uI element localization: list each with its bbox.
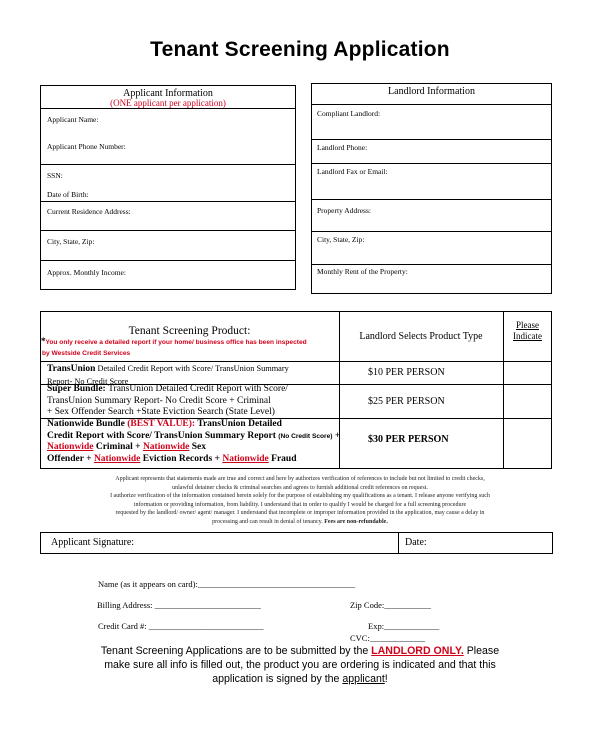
divider	[311, 199, 552, 200]
product-row-nationwide-bundle[interactable]	[47, 419, 340, 465]
monthly-income-field[interactable]: Approx. Monthly Income:	[47, 268, 126, 277]
applicant-info-subheader: (ONE applicant per application)	[110, 98, 226, 108]
product-desc: Credit Report with Score/ TransUnion Summary Report	[47, 430, 279, 441]
billing-address-field[interactable]: Billing Address: _________________________	[97, 600, 261, 610]
product-desc: Offender +	[47, 453, 94, 464]
landlord-only-emphasis: LANDLORD ONLY.	[371, 645, 464, 657]
property-city-field[interactable]: City, State, Zip:	[317, 235, 365, 244]
divider	[40, 260, 296, 261]
property-address-field[interactable]: Property Address:	[317, 206, 371, 215]
divider	[311, 264, 552, 265]
footer-text: Please	[463, 645, 500, 657]
product-desc: (No Credit Score)	[278, 432, 333, 440]
disclaimer-line: information or providing information, from liability. I understand that in order to qualify I would be charged for a full screening procedure	[133, 501, 467, 508]
product-desc: +	[332, 430, 341, 441]
dob-field[interactable]: Date of Birth:	[47, 190, 89, 199]
divider	[40, 108, 296, 109]
product-desc: Eviction Records +	[140, 453, 223, 464]
disclaimer-line: processing and can result in denial of tenancy.	[212, 518, 325, 525]
divider	[40, 164, 296, 165]
nationwide-text: Nationwide	[47, 442, 94, 452]
applicant-info-header: Applicant Information	[123, 88, 213, 99]
applicant-phone-field[interactable]: Applicant Phone Number:	[47, 142, 126, 151]
price-super-bundle: $25 PER PERSON	[368, 396, 445, 407]
applicant-city-field[interactable]: City, State, Zip:	[47, 237, 95, 246]
divider	[311, 231, 552, 232]
disclaimer	[40, 475, 560, 527]
landlord-phone-field[interactable]: Landlord Phone:	[317, 143, 368, 152]
divider	[311, 104, 552, 105]
product-note-line2: by Westside Credit Services	[42, 350, 131, 357]
applicant-name-field[interactable]: Applicant Name:	[47, 115, 99, 124]
footer-text: !	[384, 673, 388, 685]
submission-instructions	[60, 644, 540, 686]
disclaimer-line: unlawful detainer checks & criminal searches and agrees to furnish additional credit references on request.	[172, 484, 428, 491]
asterisk: *	[41, 336, 46, 346]
landlord-fax-email-field[interactable]: Landlord Fax or Email:	[317, 167, 388, 176]
expiration-field[interactable]: Exp:_____________	[368, 621, 440, 631]
product-desc: Fraud	[268, 453, 297, 464]
footer-text: make sure all info is filled out, the product you are ordering is indicated and that this	[104, 659, 496, 671]
nationwide-text: Nationwide	[142, 442, 190, 452]
disclaimer-line: Applicant represents that statements made are true and correct and here by authorizes verification of references to include but not limited to credit checks,	[115, 476, 485, 482]
divider	[311, 163, 552, 164]
product-desc: Detailed Credit Report with Score/ TransUnion Summary	[95, 364, 289, 373]
product-desc: Criminal +	[93, 442, 143, 452]
non-refundable-note: Fees are non-refundable.	[324, 518, 388, 525]
footer-text: application is signed by the	[212, 673, 343, 685]
page-title: Tenant Screening Application	[150, 38, 450, 61]
card-name-field[interactable]: Name (as it appears on card):_____________________________________	[98, 579, 356, 589]
divider	[311, 139, 552, 140]
applicant-emphasis: applicant	[342, 673, 385, 685]
product-note-line1: You only receive a detailed report if your home/ business office has been inspected	[45, 339, 307, 346]
date-field[interactable]: Date:	[405, 537, 427, 548]
price-nationwide-bundle: $30 PER PERSON	[368, 434, 449, 445]
product-row-super-bundle[interactable]	[47, 384, 288, 419]
indicate-checkbox-nationwide[interactable]	[504, 419, 551, 468]
divider	[398, 532, 399, 554]
product-desc: + Sex Offender Search +State Eviction Search (State Level)	[47, 407, 275, 417]
product-desc: Report- No Credit Score	[47, 376, 129, 386]
product-desc: Sex	[189, 442, 207, 452]
credit-card-field[interactable]: Credit Card #: ___________________________	[98, 621, 264, 631]
indicate-checkbox-super-bundle[interactable]	[504, 385, 551, 417]
landlord-info-header: Landlord Information	[388, 86, 475, 97]
divider	[40, 361, 552, 362]
product-header: Tenant Screening Product:	[128, 325, 251, 337]
landlord-name-field[interactable]: Compliant Landlord:	[317, 109, 381, 118]
ssn-field[interactable]: SSN:	[47, 171, 63, 180]
price-transunion: $10 PER PERSON	[368, 367, 445, 378]
product-note	[41, 336, 307, 346]
disclaimer-line: requested by the landlord/ owner/ agent/ manager. I understand that incomplete or improper information provided in the application, may cause a delay in	[115, 510, 485, 517]
product-name: Super Bundle:	[47, 384, 109, 394]
cvc-field[interactable]: CVC:_____________	[350, 633, 426, 643]
disclaimer-line: I authorize verification of the information contained herein solely for the purpose of establishing my qualifications as a tenant. I release anyone verifying such	[110, 493, 490, 500]
product-desc: TransUnion Detailed	[195, 419, 282, 429]
product-name: TransUnion	[47, 364, 96, 374]
applicant-signature-field[interactable]: Applicant Signature:	[51, 537, 135, 548]
product-desc: TransUnion Summary Report- No Credit Score + Criminal	[47, 395, 271, 406]
product-desc: TransUnion Detailed Credit Report with Score/	[108, 384, 288, 394]
please-indicate-line1: Please	[516, 320, 539, 330]
indicate-checkbox-transunion[interactable]	[504, 362, 551, 383]
nationwide-text: Nationwide	[222, 453, 269, 464]
select-product-header: Landlord Selects Product Type	[359, 331, 483, 342]
best-value-badge: (BEST VALUE):	[127, 419, 196, 429]
product-name: Nationwide Bundle	[47, 419, 128, 429]
footer-text: Tenant Screening Applications are to be submitted by the	[100, 645, 372, 657]
divider	[40, 201, 296, 202]
divider	[40, 230, 296, 231]
residence-address-field[interactable]: Current Residence Address:	[47, 207, 131, 216]
monthly-rent-field[interactable]: Monthly Rent of the Property:	[317, 267, 408, 276]
zip-code-field[interactable]: Zip Code:___________	[350, 600, 431, 610]
please-indicate-line2: Indicate	[513, 331, 542, 341]
nationwide-text: Nationwide	[93, 453, 141, 464]
